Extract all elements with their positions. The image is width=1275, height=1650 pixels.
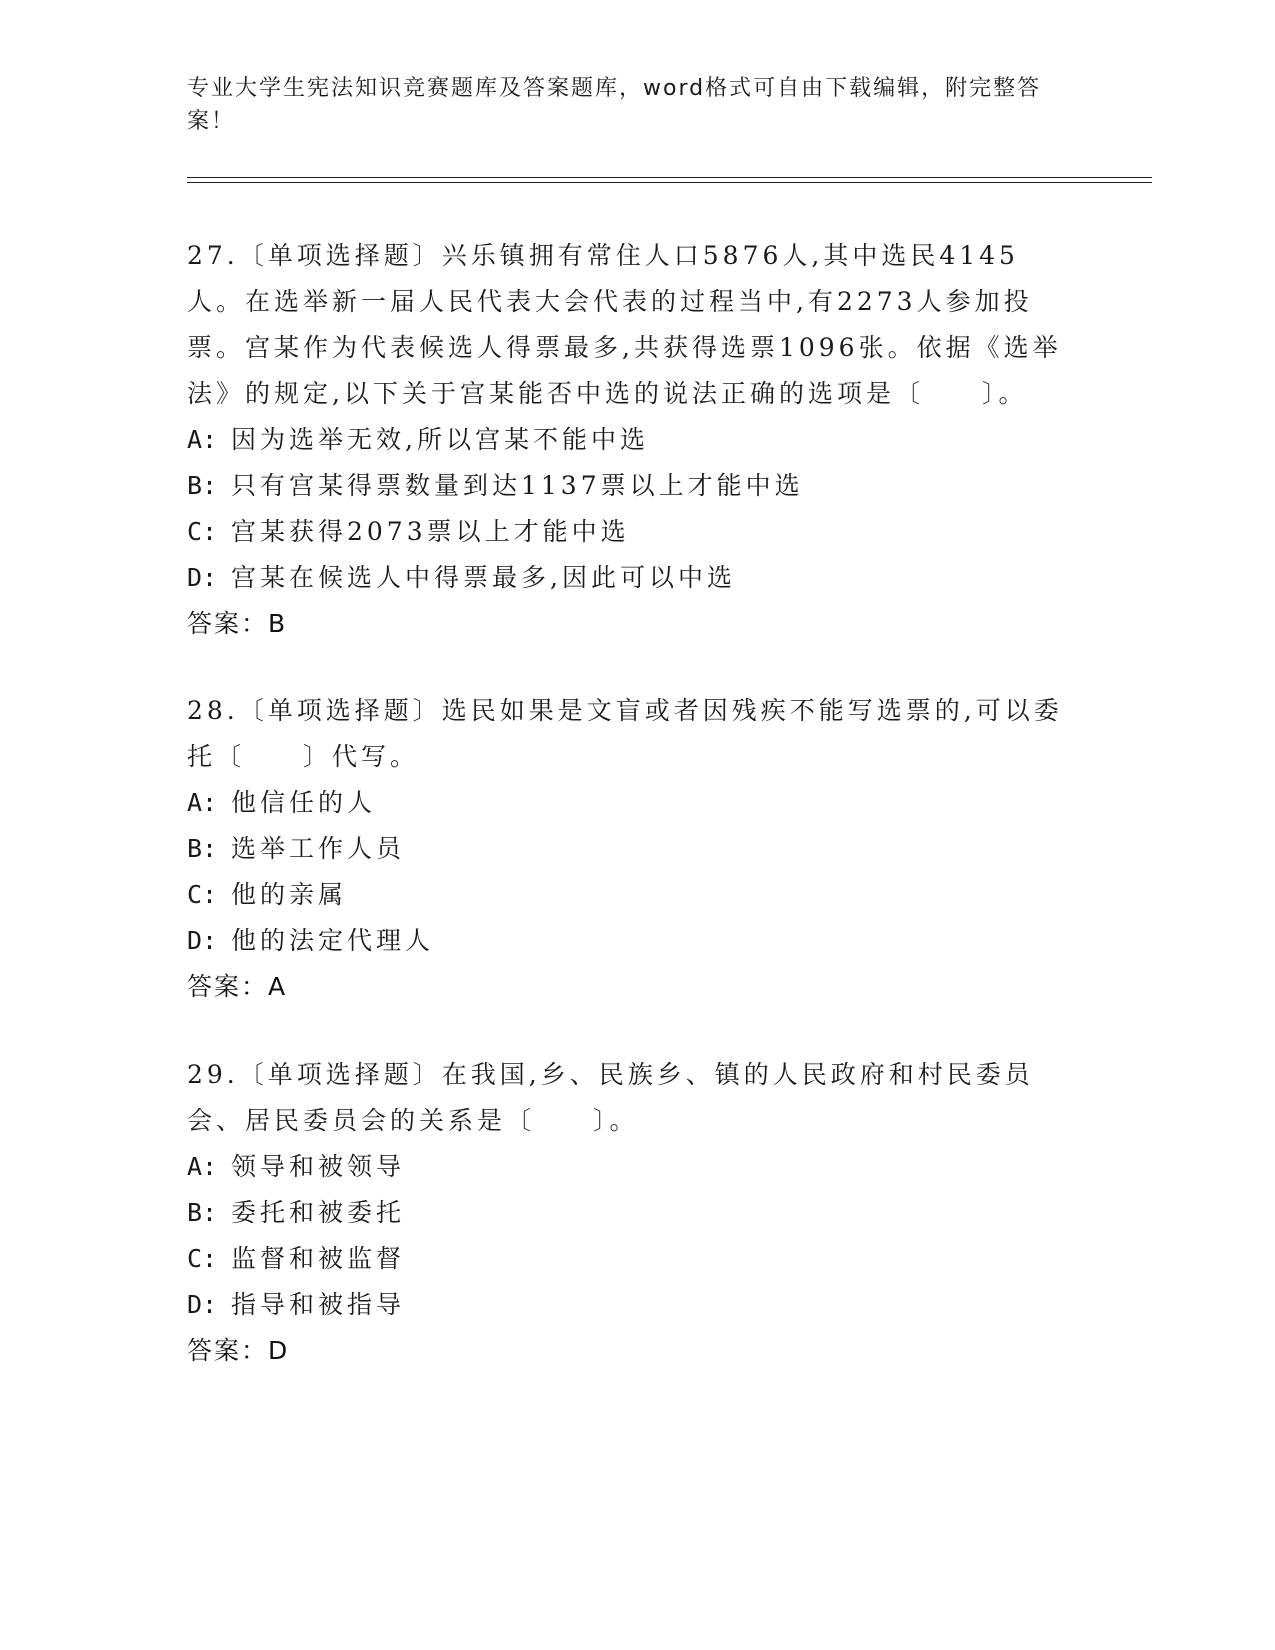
option-text: 指导和被指导 (231, 1290, 406, 1319)
question-27 (187, 233, 1067, 647)
option-letter: B: (187, 1198, 218, 1227)
answer-line: 答案：A (187, 972, 288, 1001)
option-d (187, 555, 1067, 601)
option-text: 委托和被委托 (231, 1198, 406, 1227)
option-text: 因为选举无效,所以宫某不能中选 (231, 425, 649, 454)
option-text: 宫某在候选人中得票最多,因此可以中选 (231, 563, 736, 592)
option-letter: A: (187, 425, 218, 454)
option-a (187, 1144, 1067, 1190)
option-text: 只有宫某得票数量到达1137票以上才能中选 (231, 471, 804, 500)
header-divider-bottom (187, 182, 1152, 183)
option-letter: A: (187, 1152, 218, 1181)
option-text: 选举工作人员 (231, 834, 406, 863)
option-c (187, 509, 1067, 555)
question-stem: 27.〔单项选择题〕兴乐镇拥有常住人口5876人,其中选民4145人。在选举新一届人民代表大会代表的过程当中,有2273人参加投票。宫某作为代表候选人得票最多,共获得选票1096张。依据《选举法》的规定,以下关于宫某能否中选的说法正确的选项是〔 〕。 (187, 241, 1062, 408)
option-text: 监督和被监督 (231, 1244, 406, 1273)
answer-line: 答案：D (187, 1336, 290, 1365)
question-stem: 28.〔单项选择题〕选民如果是文盲或者因残疾不能写选票的,可以委托〔 〕代写。 (187, 696, 1063, 771)
document-header: 专业大学生宪法知识竞赛题库及答案题库，word格式可自由下载编辑，附完整答案！ (187, 76, 1042, 134)
option-text: 他的亲属 (231, 880, 348, 909)
question-29 (187, 1052, 1067, 1374)
option-b (187, 826, 1067, 872)
option-text: 他的法定代理人 (231, 926, 435, 955)
option-letter: D: (187, 1290, 218, 1319)
option-a (187, 417, 1067, 463)
option-d (187, 918, 1067, 964)
option-d (187, 1282, 1067, 1328)
header-divider-top (187, 177, 1152, 178)
option-text: 他信任的人 (231, 788, 377, 817)
option-letter: B: (187, 471, 218, 500)
option-c (187, 872, 1067, 918)
option-letter: A: (187, 788, 218, 817)
option-letter: B: (187, 834, 218, 863)
option-letter: C: (187, 1244, 218, 1273)
option-letter: C: (187, 880, 218, 909)
question-stem: 29.〔单项选择题〕在我国,乡、民族乡、镇的人民政府和村民委员会、居民委员会的关系是〔 〕。 (187, 1060, 1034, 1135)
question-28 (187, 688, 1067, 1010)
option-text: 领导和被领导 (231, 1152, 406, 1181)
option-text: 宫某获得2073票以上才能中选 (231, 517, 630, 546)
answer-line: 答案：B (187, 609, 288, 638)
option-letter: D: (187, 563, 218, 592)
option-b (187, 463, 1067, 509)
option-letter: C: (187, 517, 218, 546)
option-a (187, 780, 1067, 826)
option-c (187, 1236, 1067, 1282)
option-letter: D: (187, 926, 218, 955)
option-b (187, 1190, 1067, 1236)
